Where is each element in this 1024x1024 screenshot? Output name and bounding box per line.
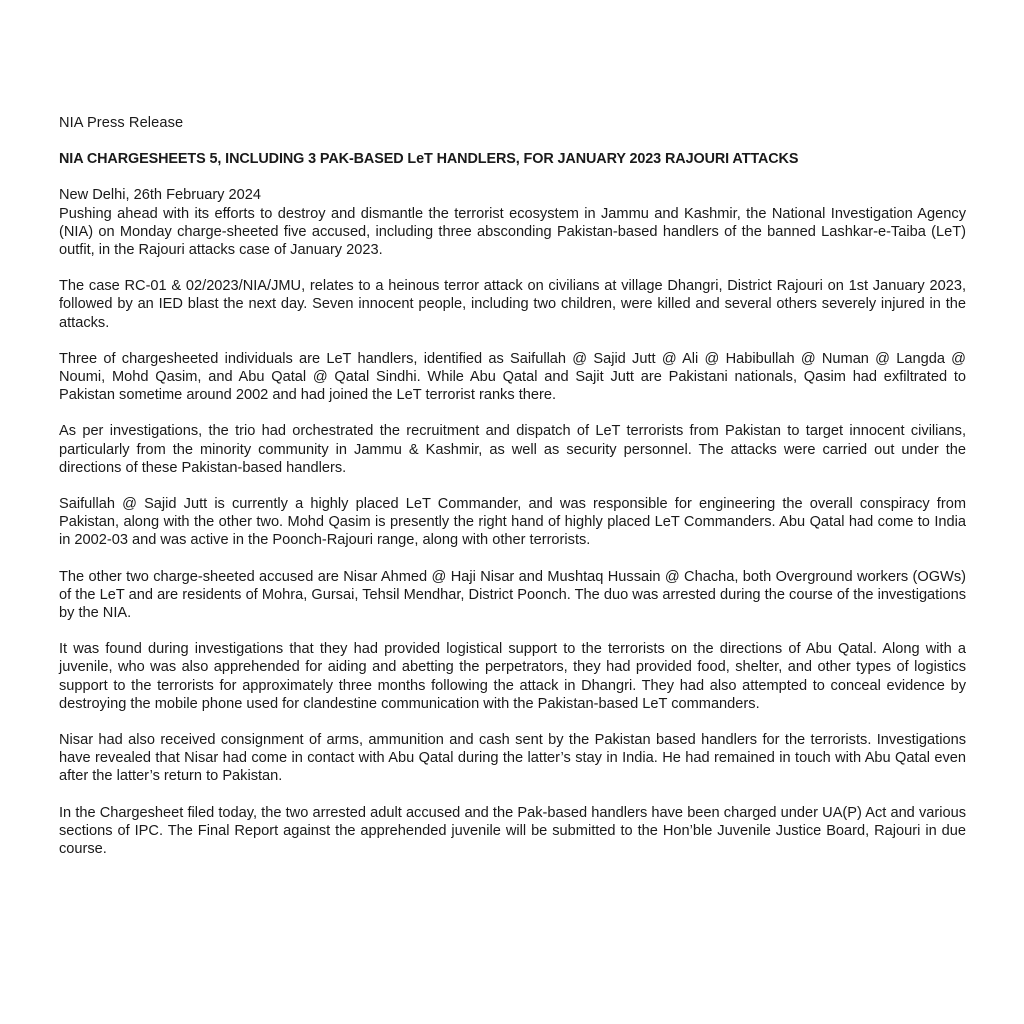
headline: NIA CHARGESHEETS 5, INCLUDING 3 PAK-BASED LeT HANDLERS, FOR JANUARY 2023 RAJOURI ATTACKS (59, 151, 799, 168)
paragraph-4: As per investigations, the trio had orchestrated the recruitment and dispatch of LeT terrorists from Pakistan to target innocent civilians, particularly from the minority community in Jammu & Kashmir, as well as security personnel. The attacks were carried out under the directions of these Pakistan-based handlers. (59, 423, 966, 476)
press-release-document (59, 114, 966, 876)
paragraph-7: It was found during investigations that they had provided logistical support to the terrorists on the directions of Abu Qatal. Along with a juvenile, who was also apprehended for aiding and abetting the perpetrators, they had provided food, shelter, and other types of logistics support to the terrorists for approximately three months following the attack in Dhangri. They had also attempted to conceal evidence by destroying the mobile phone used for clandestine communication with the Pakistan-based LeT commanders. (59, 641, 966, 712)
release-label: NIA Press Release (59, 115, 184, 131)
paragraph-5: Saifullah @ Sajid Jutt is currently a highly placed LeT Commander, and was responsible for engineering the overall conspiracy from Pakistan, along with the other two. Mohd Qasim is presently the right hand of highly placed LeT Commanders. Abu Qatal had come to India in 2002-03 and was active in the Poonch-Rajouri range, along with other terrorists. (59, 496, 966, 549)
paragraph-6: The other two charge-sheeted accused are Nisar Ahmed @ Haji Nisar and Mushtaq Hussain @ Chacha, both Overground workers (OGWs) of the LeT and are residents of Mohra, Gursai, Tehsil Mendhar, District Poonch. The duo was arrested during the course of the investigations by the NIA. (59, 568, 966, 622)
paragraph-2: The case RC-01 & 02/2023/NIA/JMU, relates to a heinous terror attack on civilians at village Dhangri, District Rajouri on 1st January 2023, followed by an IED blast the next day. Seven innocent people, including two children, were killed and several others severely injured in the attacks. (59, 278, 966, 331)
paragraph-3: Three of chargesheeted individuals are LeT handlers, identified as Saifullah @ Sajid Jutt @ Ali @ Habibullah @ Numan @ Langda @ Noumi, Mohd Qasim, and Abu Qatal @ Qatal Sindhi. While Abu Qatal and Sajit Jutt are Pakistani nationals, Qasim had exfiltrated to Pakistan sometime around 2002 and had joined the LeT terrorist ranks there. (59, 350, 966, 404)
paragraph-8: Nisar had also received consignment of arms, ammunition and cash sent by the Pakistan based handlers for the terrorists. Investigations have revealed that Nisar had come in contact with Abu Qatal during the latter’s stay in India. He had remained in touch with Abu Qatal even after the latter’s return to Pakistan. (59, 732, 966, 785)
dateline: New Delhi, 26th February 2024 (59, 187, 261, 204)
paragraph-9: In the Chargesheet filed today, the two arrested adult accused and the Pak-based handlers have been charged under UA(P) Act and various sections of IPC. The Final Report against the apprehended juvenile will be submitted to the Hon’ble Juvenile Justice Board, Rajouri in due course. (59, 804, 966, 858)
paragraph-1: Pushing ahead with its efforts to destroy and dismantle the terrorist ecosystem in Jammu and Kashmir, the National Investigation Agency (NIA) on Monday charge-sheeted five accused, including three absconding Pakistan-based handlers of the banned Lashkar-e-Taiba (LeT) outfit, in the Rajouri attacks case of January 2023. (59, 205, 966, 259)
